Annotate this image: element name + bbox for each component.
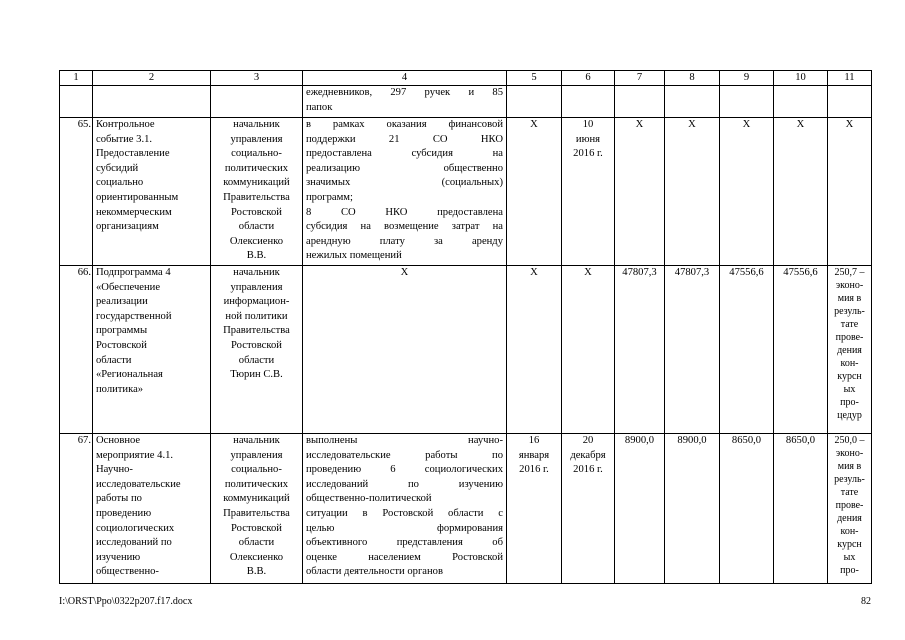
table-row-continuation: [60, 86, 872, 118]
cell-line: папок: [306, 101, 333, 113]
cell-line: Правительства: [223, 507, 290, 519]
cell-line: управления: [230, 449, 283, 461]
cell-line: области: [96, 354, 132, 366]
cell-line: политических: [224, 162, 289, 174]
event-name: [93, 266, 211, 434]
cell-line: общественно-: [96, 566, 159, 578]
note: [828, 434, 872, 584]
cell-line: Подпрограмма 4: [96, 267, 171, 278]
cell-line: выполнены научно-: [306, 435, 503, 446]
cell-line: тате: [840, 487, 859, 498]
cell-line: объективного представления об: [306, 537, 503, 549]
table-row: [60, 118, 872, 266]
col-num-2: 2: [93, 71, 211, 86]
event-name: [93, 434, 211, 584]
cell-line: нежилых помещений: [306, 250, 402, 262]
responsible-person: [211, 118, 303, 266]
cell-line: Ростовской: [231, 206, 282, 218]
cell-line: информацион-: [223, 296, 290, 308]
cell-line: прове-: [835, 500, 864, 511]
cell-line: мероприятие 4.1.: [96, 449, 174, 461]
cell-line: резуль-: [834, 306, 865, 317]
cell-line: тате: [840, 319, 859, 330]
cell-line: поддержки 21 СО НКО: [306, 133, 503, 145]
cell-line: некоммерческим: [96, 206, 172, 218]
cell-line: субсидия на возмещение затрат на: [306, 221, 503, 233]
cell-line: Х: [400, 267, 409, 278]
cell-line: коммуникаций: [223, 493, 290, 505]
plan-amount-2: Х: [665, 118, 720, 266]
column-number-row: [60, 71, 872, 86]
result-description: [303, 118, 507, 266]
cell-line: В.В.: [246, 250, 267, 262]
plan-amount-2: 47807,3: [665, 266, 720, 434]
note: [828, 118, 872, 266]
row-number: 66.: [60, 266, 93, 434]
cell-line: резуль-: [834, 474, 865, 485]
col-num-4: 4: [303, 71, 507, 86]
cell-line: дения: [837, 513, 862, 524]
cell-line: Х: [584, 267, 592, 278]
cell-line: 2016 г.: [573, 464, 603, 476]
cell-line: ситуации в Ростовской области с: [306, 507, 503, 519]
table-row: [60, 266, 872, 434]
col-num-5: 5: [507, 71, 562, 86]
cell-line: организациям: [96, 221, 159, 233]
note: [828, 266, 872, 434]
cell-line: декабря: [570, 449, 606, 461]
cell-line: 2016 г.: [519, 464, 549, 476]
cell-line: прове-: [835, 332, 864, 343]
cell-line: про-: [840, 397, 859, 408]
cell-line: ной политики: [225, 310, 288, 322]
cell-line: «Региональная: [96, 369, 163, 381]
cell-line: событие 3.1.: [96, 133, 153, 145]
cell-line: общественно-политической: [306, 493, 432, 505]
row-number: 65.: [60, 118, 93, 266]
cell-line: эконо-: [835, 280, 864, 291]
file-path: I:\ORST\Ppo\0322p207.f17.docx: [59, 596, 193, 607]
plan-amount: 47807,3: [615, 266, 665, 434]
actual-amount-2: Х: [774, 118, 828, 266]
cell-line: программ;: [306, 191, 353, 203]
plan-date: [507, 118, 562, 266]
cell-line: социально-: [231, 464, 282, 476]
plan-date: [507, 434, 562, 584]
cell-line: политических: [224, 478, 289, 490]
cell-line: 8 СО НКО предоставлена: [306, 206, 503, 218]
actual-date: [562, 266, 615, 434]
responsible-person: [211, 434, 303, 584]
col-num-7: 7: [615, 71, 665, 86]
cell-line: начальник: [233, 119, 280, 130]
cell-line: управления: [230, 281, 283, 293]
continuation-description: [303, 86, 507, 118]
cell-line: Предоставление: [96, 148, 170, 160]
plan-amount: Х: [615, 118, 665, 266]
result-description: [303, 266, 507, 434]
cell-line: исследовательские работы по: [306, 449, 503, 461]
cell-line: Правительства: [223, 325, 290, 337]
cell-line: начальник: [233, 267, 280, 278]
cell-line: социологических: [96, 522, 175, 534]
plan-amount-2: 8900,0: [665, 434, 720, 584]
cell-line: социально-: [231, 148, 282, 160]
cell-line: проведению: [96, 507, 152, 519]
cell-line: Контрольное: [96, 119, 155, 130]
col-num-3: 3: [211, 71, 303, 86]
cell-line: ориентированным: [96, 191, 179, 203]
cell-line: области: [238, 221, 275, 233]
cell-line: программы: [96, 325, 148, 337]
actual-amount: Х: [720, 118, 774, 266]
table-row: [60, 434, 872, 584]
cell-line: Х: [845, 119, 854, 130]
cell-line: эконо-: [835, 448, 864, 459]
page-number: 82: [861, 596, 871, 607]
event-name: [93, 118, 211, 266]
cell-line: оценке населением Ростовской: [306, 551, 503, 563]
cell-line: января: [518, 449, 550, 461]
cell-line: предоставлена субсидия на: [306, 148, 503, 160]
col-num-1: 1: [60, 71, 93, 86]
col-num-8: 8: [665, 71, 720, 86]
cell-line: 10: [582, 119, 594, 130]
cell-line: области: [238, 354, 275, 366]
cell-line: начальник: [233, 435, 280, 446]
col-num-9: 9: [720, 71, 774, 86]
cell-line: 20: [582, 435, 594, 446]
cell-line: Ростовской: [231, 522, 282, 534]
cell-line: исследований по: [96, 537, 172, 549]
cell-line: Х: [530, 119, 538, 130]
cell-line: ежедневников, 297 ручек и 85: [306, 87, 503, 98]
responsible-person: [211, 266, 303, 434]
cell-line: ых: [843, 384, 856, 395]
cell-line: В.В.: [246, 566, 267, 578]
cell-line: значимых (социальных): [306, 177, 503, 189]
cell-line: «Обеспечение: [96, 281, 161, 293]
cell-line: Х: [530, 267, 538, 278]
col-num-10: 10: [774, 71, 828, 86]
cell-line: кон-: [840, 526, 859, 537]
cell-line: в рамках оказания финансовой: [306, 119, 503, 130]
actual-amount: 8650,0: [720, 434, 774, 584]
cell-line: 250,0 –: [834, 435, 865, 446]
actual-amount: 47556,6: [720, 266, 774, 434]
cell-line: государственной: [96, 310, 172, 322]
cell-line: 2016 г.: [573, 148, 603, 160]
cell-line: цедур: [837, 410, 862, 421]
cell-line: 16: [528, 435, 540, 446]
cell-line: проведению 6 социологических: [306, 464, 503, 476]
cell-line: мия в: [837, 461, 862, 472]
col-num-11: 11: [828, 71, 872, 86]
cell-line: реализацию общественно: [306, 162, 503, 174]
cell-line: арендную плату за аренду: [306, 235, 503, 247]
cell-line: дения: [837, 345, 862, 356]
cell-line: целью формирования: [306, 522, 503, 534]
cell-line: июня: [575, 133, 601, 145]
cell-line: Тюрин С.В.: [230, 369, 283, 381]
cell-line: исследований по изучению: [306, 478, 503, 490]
col-num-6: 6: [562, 71, 615, 86]
result-description: [303, 434, 507, 584]
cell-line: кон-: [840, 358, 859, 369]
cell-line: Олексиенко: [229, 235, 284, 247]
actual-amount-2: 47556,6: [774, 266, 828, 434]
cell-line: изучению: [96, 551, 141, 563]
cell-line: курсн: [837, 539, 862, 550]
cell-line: социально: [96, 177, 144, 189]
cell-line: мия в: [837, 293, 862, 304]
cell-line: про-: [840, 565, 859, 576]
cell-line: области деятельности органов: [306, 566, 443, 578]
actual-amount-2: 8650,0: [774, 434, 828, 584]
cell-line: Основное: [96, 435, 141, 446]
cell-line: субсидий: [96, 162, 139, 174]
cell-line: работы по: [96, 493, 142, 505]
cell-line: области: [238, 537, 275, 549]
cell-line: ых: [843, 552, 856, 563]
cell-line: Ростовской: [96, 339, 147, 351]
cell-line: политика»: [96, 383, 144, 395]
actual-date: [562, 434, 615, 584]
cell-line: Научно-: [96, 464, 133, 476]
cell-line: Правительства: [223, 191, 290, 203]
cell-line: реализации: [96, 296, 148, 308]
cell-line: управления: [230, 133, 283, 145]
cell-line: исследовательские: [96, 478, 181, 490]
cell-line: Олексиенко: [229, 551, 284, 563]
cell-line: курсн: [837, 371, 862, 382]
cell-line: Ростовской: [231, 339, 282, 351]
actual-date: [562, 118, 615, 266]
plan-date: [507, 266, 562, 434]
row-number: 67.: [60, 434, 93, 584]
cell-line: коммуникаций: [223, 177, 290, 189]
report-table: [59, 70, 872, 584]
plan-amount: 8900,0: [615, 434, 665, 584]
cell-line: 250,7 –: [834, 267, 865, 278]
